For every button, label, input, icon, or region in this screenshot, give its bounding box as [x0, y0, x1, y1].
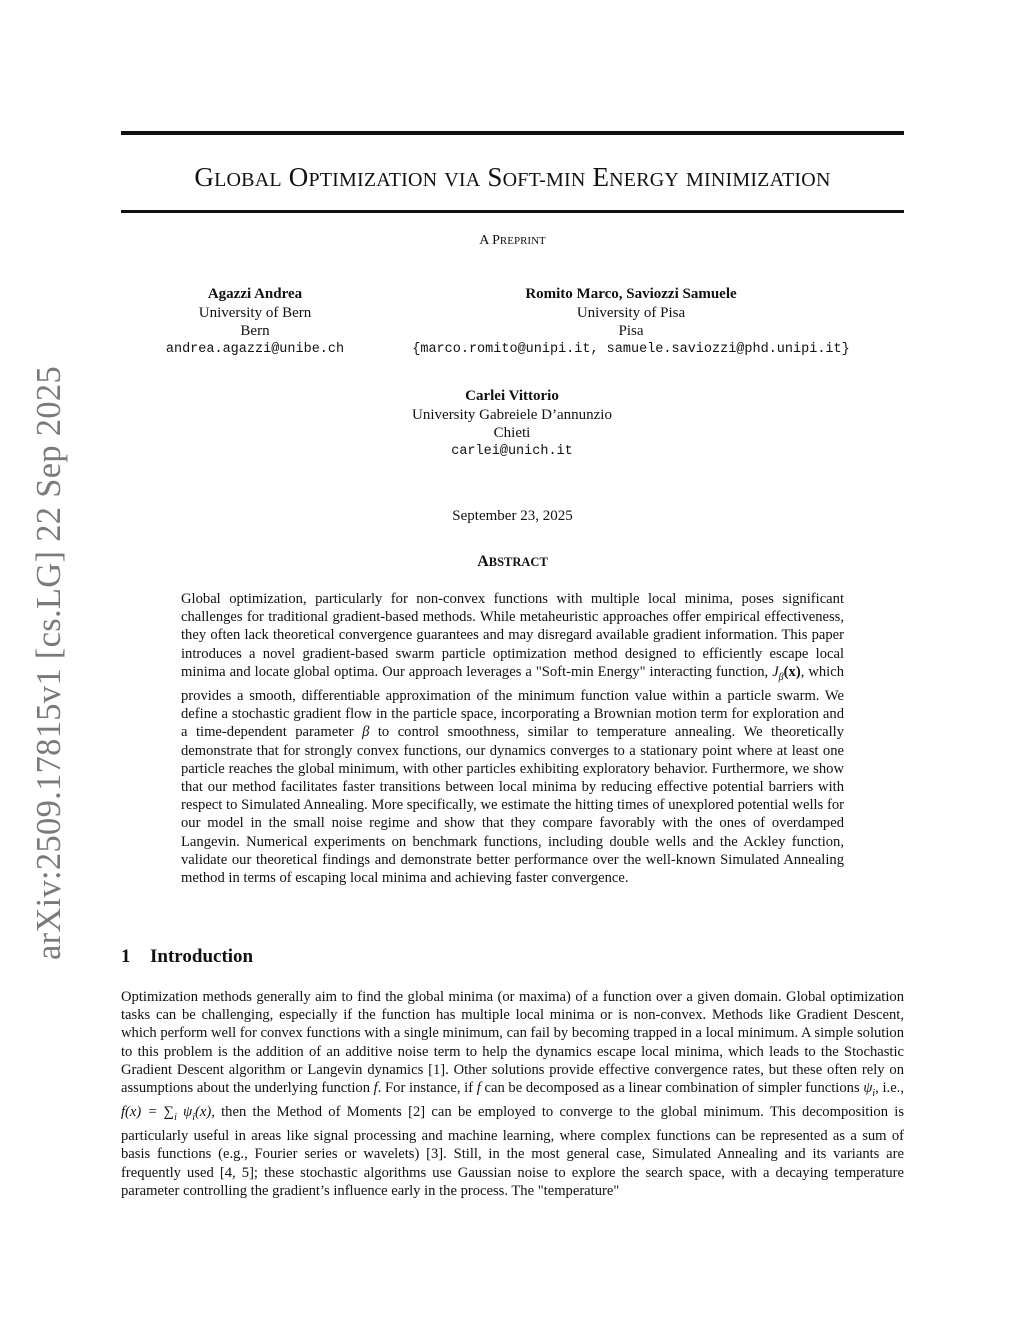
author-city: Bern — [240, 323, 270, 339]
title-word: ENERGY — [592, 162, 680, 192]
author-block — [140, 285, 370, 359]
author-block — [380, 285, 882, 359]
title-word: OPTIMIZATION — [288, 162, 438, 192]
publication-date: September 23, 2025 — [452, 508, 573, 524]
title-word: GLOBAL — [194, 162, 282, 192]
author-affiliation: University Gabreiele D’annunzio — [412, 406, 612, 423]
arxiv-identifier: arXiv:2509.17815v1 [cs.LG] 22 Sep 2025 — [30, 366, 68, 960]
math-equation: $f(x) = \sum_i$ $\psi_i(x)$ — [121, 1104, 212, 1124]
title-word: VIA — [444, 169, 481, 191]
title-word: MINIMIZATION — [685, 169, 831, 191]
author-city: Pisa — [618, 323, 644, 339]
author-name: Agazzi Andrea — [207, 286, 303, 302]
title-rule-bottom — [121, 210, 904, 213]
author-email[interactable]: andrea.agazzi@unibe.ch — [165, 341, 345, 357]
preprint-label: A PREPRINT — [479, 233, 546, 248]
author-email[interactable]: {marco.romito@unipi.it, samuele.saviozzi@phd.unipi.it} — [412, 341, 850, 357]
paper-title — [121, 160, 904, 197]
author-affiliation: University of Bern — [198, 304, 312, 321]
author-city: Chieti — [493, 425, 531, 441]
section-heading: 1 Introduction — [121, 946, 254, 967]
author-affiliation: University of Pisa — [576, 304, 686, 321]
math-j-beta: $J_\beta$ — [772, 663, 784, 683]
author-email[interactable]: carlei@unich.it — [451, 443, 573, 459]
abstract-heading: ABSTRACT — [477, 553, 548, 570]
author-name: Carlei Vittorio — [465, 388, 559, 404]
title-word: SOFT-MIN — [487, 162, 586, 192]
abstract-text: Global optimization, particularly for non-convex functions with multiple local minima, poses significant challenges for traditional gradient-based methods. While metaheuristic approaches offer empirical effectiveness, they often lack theoretical convergence guarantees and may disregard available gradient information. This paper introduces a novel gradient-based swarm particle optimization method designed to efficiently escape local minima and locate global optima. Our approach leverages a "Soft-min Energy" interacting function, $J_\beta(x)$, which provides a smooth, differentiable approximation of the minimum function value within a particle swarm. We define a stochastic gradient flow in the particle space, incorporating a Brownian motion term for exploration and a time-dependent parameter β to control smoothness, similar to temperature annealing. We theoretically demonstrate that for strongly convex functions, our dynamics converges to a stationary point where at least one particle reaches the global minimum, with other particles exhibiting exploratory behavior. Furthermore, we show that our method facilitates faster transitions between local minima by reducing effective potential barriers with respect to Simulated Annealing. More specifically, we estimate the hitting times of unexplored potential wells for our model in the small noise regime and show that they compare favorably with the ones of overdamped Langevin. Numerical experiments on benchmark functions, including double wells and the Ackley function, validate our theoretical findings and demonstrate better performance over the well-known Simulated Annealing method in terms of escaping local minima and achieving faster convergence. — [181, 591, 844, 886]
math-psi-i: $\psi_i$ — [863, 1080, 876, 1099]
author-block — [380, 387, 644, 461]
introduction-text: Optimization methods generally aim to find the global minima (or maxima) of a function over a given domain. Global optimization tasks can be challenging, especially if the function has multiple local minima or is non-convex. Methods like Gradient Descent, which perform well for convex functions with a single minimum, can fail by becoming trapped in a local minimum. A simple solution to this problem is the addition of an additive noise term to help the dynamics escape local minima, which leads to the Stochastic Gradient Descent algorithm or Langevin dynamics [1]. Other solutions provide effective convergence rates, but these often rely on assumptions about the underlying function f. For instance, if f can be decomposed as a linear combination of simpler functions $\psi_i$, i.e., $f(x) = \sum_i$ $\psi_i(x)$, then the Method of Moments [2] can be employed to converge to the global minimum. This decomposition is particularly useful in areas like signal processing and machine learning, where complex functions can be represented as a sum of basis functions (e.g., Fourier series or wavelets) [3]. Still, in the most general case, Simulated Annealing and its variants are frequently used [4, 5]; these stochastic algorithms use Gaussian noise to explore the search space, with a decaying temperature parameter controlling the gradient’s influence early in the process. The "temperature" — [121, 989, 904, 1199]
math-beta: β — [362, 724, 370, 741]
title-rule-top — [121, 131, 904, 135]
author-name: Romito Marco, Saviozzi Samuele — [525, 286, 737, 302]
